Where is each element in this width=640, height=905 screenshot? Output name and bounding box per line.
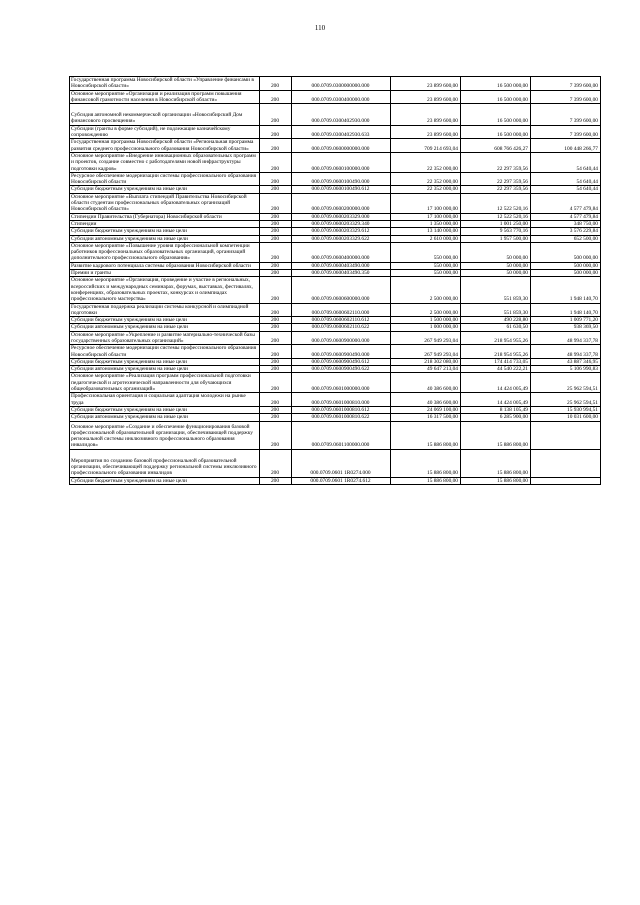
table-row <box>70 277 601 303</box>
row-executed-amount-cell: 608 766 426,27 <box>461 139 531 153</box>
row-unexecuted-amount-cell: 500 000,00 <box>531 262 601 269</box>
row-classification-cell: 000.0709.0600203329.612 <box>292 228 391 235</box>
table-row <box>70 139 601 153</box>
row-unexecuted-amount-cell: 25 962 594,51 <box>531 393 601 407</box>
row-name-cell: Основное мероприятие «Организация, проведение и участие в региональных, всероссийских и международных семинарах, форумах, выставках, фестивалях, конференциях, образовательных проектах, конкурсах и олимпиадах профессионального мастерства» <box>70 277 260 303</box>
row-classification-cell: 000.0709.0600100000.000 <box>292 152 391 172</box>
row-code-cell: 200 <box>260 172 292 186</box>
row-name-cell: Субсидии бюджетным учреждениям на иные цели <box>70 477 260 484</box>
row-classification-cell: 000.0709.0300000000.000 <box>292 77 391 91</box>
row-name-cell: Субсидии автономным учреждениям на иные цели <box>70 235 260 242</box>
row-approved-amount-cell: 267 949 293,04 <box>391 331 461 345</box>
row-code-cell: 200 <box>260 324 292 331</box>
row-approved-amount-cell: 40 386 600,00 <box>391 393 461 407</box>
row-executed-amount-cell: 15 886 800,00 <box>461 477 531 484</box>
table-row <box>70 414 601 421</box>
table-row <box>70 186 601 193</box>
budget-table-body <box>70 77 601 485</box>
row-approved-amount-cell: 550 000,00 <box>391 270 461 277</box>
row-code-cell: 200 <box>260 421 292 449</box>
table-row <box>70 172 601 186</box>
row-executed-amount-cell: 8 138 105,49 <box>461 406 531 413</box>
row-approved-amount-cell: 23 899 600,00 <box>391 77 461 91</box>
row-approved-amount-cell: 23 899 600,00 <box>391 104 461 126</box>
table-row <box>70 331 601 345</box>
row-executed-amount-cell: 14 424 005,49 <box>461 373 531 393</box>
row-executed-amount-cell: 1 957 500,00 <box>461 235 531 242</box>
row-code-cell: 200 <box>260 449 292 477</box>
row-unexecuted-amount-cell: 54 640,44 <box>531 186 601 193</box>
row-code-cell: 200 <box>260 139 292 153</box>
row-approved-amount-cell: 17 100 000,00 <box>391 193 461 213</box>
row-unexecuted-amount-cell: 7 399 600,00 <box>531 125 601 139</box>
row-executed-amount-cell: 16 500 000,00 <box>461 104 531 126</box>
row-classification-cell: 000.0709.0600900490.612 <box>292 358 391 365</box>
row-name-cell: Субсидии бюджетным учреждениям на иные цели <box>70 358 260 365</box>
row-unexecuted-amount-cell: 54 640,44 <box>531 152 601 172</box>
row-classification-cell: 000.0709.0300402930.633 <box>292 125 391 139</box>
row-code-cell: 200 <box>260 220 292 227</box>
row-classification-cell: 000.0709.0300402930.000 <box>292 104 391 126</box>
row-classification-cell: 000.0709.0601000810.612 <box>292 406 391 413</box>
row-classification-cell: 000.0709.0600602110.622 <box>292 324 391 331</box>
row-approved-amount-cell: 709 214 693,04 <box>391 139 461 153</box>
row-unexecuted-amount-cell: 43 887 346,95 <box>531 358 601 365</box>
row-unexecuted-amount-cell: 48 994 337,78 <box>531 345 601 359</box>
row-name-cell: Субсидия автономной некоммерческой организации «Новосибирский Дом финансового просвещения» <box>70 104 260 126</box>
row-name-cell: Стипендии Правительства (Губернатора) Новосибирской области <box>70 213 260 220</box>
row-executed-amount-cell: 12 522 520,16 <box>461 193 531 213</box>
row-classification-cell: 000.0709.0600403490.000 <box>292 262 391 269</box>
row-code-cell: 200 <box>260 317 292 324</box>
row-executed-amount-cell: 9 563 770,16 <box>461 228 531 235</box>
row-classification-cell: 000.0709.0601100000.000 <box>292 421 391 449</box>
row-approved-amount-cell: 550 000,00 <box>391 242 461 262</box>
row-approved-amount-cell: 1 350 000,00 <box>391 220 461 227</box>
table-row <box>70 317 601 324</box>
row-name-cell: Государственная программа Новосибирской области «Управление финансами в Новосибирской области» <box>70 77 260 91</box>
row-unexecuted-amount-cell: 48 994 337,78 <box>531 331 601 345</box>
table-row <box>70 213 601 220</box>
row-approved-amount-cell: 22 352 000,00 <box>391 186 461 193</box>
row-executed-amount-cell: 490 228,80 <box>461 317 531 324</box>
row-approved-amount-cell: 15 886 800,00 <box>391 477 461 484</box>
row-executed-amount-cell: 551 859,30 <box>461 277 531 303</box>
row-name-cell: Субсидии бюджетным учреждениям на иные цели <box>70 406 260 413</box>
row-code-cell: 200 <box>260 186 292 193</box>
row-unexecuted-amount-cell: 500 000,00 <box>531 270 601 277</box>
row-unexecuted-amount-cell: 25 962 594,51 <box>531 373 601 393</box>
row-approved-amount-cell: 1 500 000,00 <box>391 317 461 324</box>
table-row <box>70 125 601 139</box>
row-executed-amount-cell: 6 285 900,00 <box>461 414 531 421</box>
table-row <box>70 242 601 262</box>
row-classification-cell: 000.0709.0601 1R0274.000 <box>292 449 391 477</box>
row-approved-amount-cell: 22 352 000,00 <box>391 172 461 186</box>
row-approved-amount-cell: 2 500 000,00 <box>391 277 461 303</box>
row-unexecuted-amount-cell <box>531 449 601 477</box>
table-row <box>70 345 601 359</box>
row-code-cell: 200 <box>260 303 292 317</box>
row-classification-cell: 000.0709.0601 1R0274.612 <box>292 477 391 484</box>
row-executed-amount-cell: 12 522 520,16 <box>461 213 531 220</box>
row-approved-amount-cell: 13 140 000,00 <box>391 228 461 235</box>
row-classification-cell: 000.0709.0600203329.000 <box>292 213 391 220</box>
table-row <box>70 373 601 393</box>
row-approved-amount-cell: 17 100 000,00 <box>391 213 461 220</box>
table-row <box>70 303 601 317</box>
row-name-cell: Основное мероприятие «Укрепление и развитие материально-технической базы государственных образовательных организаций» <box>70 331 260 345</box>
row-unexecuted-amount-cell: 4 577 479,84 <box>531 213 601 220</box>
row-executed-amount-cell: 50 000,00 <box>461 242 531 262</box>
row-name-cell: Основное мероприятие «Внедрение инновационных образовательных программ и проектов, создание совместно с работодателями новой инфраструктуры подготовки кадров» <box>70 152 260 172</box>
row-code-cell: 200 <box>260 235 292 242</box>
row-unexecuted-amount-cell: 54 640,44 <box>531 172 601 186</box>
row-executed-amount-cell: 22 297 359,56 <box>461 152 531 172</box>
row-name-cell: Субсидии автономным учреждениям на иные цели <box>70 414 260 421</box>
table-row <box>70 421 601 449</box>
row-unexecuted-amount-cell: 4 577 479,84 <box>531 193 601 213</box>
row-approved-amount-cell: 15 886 800,00 <box>391 449 461 477</box>
row-approved-amount-cell: 2 610 000,00 <box>391 235 461 242</box>
row-executed-amount-cell: 61 630,50 <box>461 324 531 331</box>
row-name-cell: Субсидии бюджетным учреждениям на иные цели <box>70 186 260 193</box>
row-executed-amount-cell: 174 414 733,05 <box>461 358 531 365</box>
row-approved-amount-cell: 49 647 213,04 <box>391 366 461 373</box>
table-row <box>70 90 601 104</box>
row-classification-cell: 000.0709.0601000810.622 <box>292 414 391 421</box>
row-code-cell: 200 <box>260 104 292 126</box>
row-code-cell: 200 <box>260 358 292 365</box>
page-number: 110 <box>314 24 326 32</box>
row-code-cell: 200 <box>260 262 292 269</box>
row-approved-amount-cell: 2 500 000,00 <box>391 303 461 317</box>
row-code-cell: 200 <box>260 373 292 393</box>
row-executed-amount-cell: 15 886 800,00 <box>461 449 531 477</box>
row-classification-cell: 000.0709.0600100490.000 <box>292 172 391 186</box>
row-executed-amount-cell: 218 954 955,26 <box>461 331 531 345</box>
row-classification-cell: 000.0709.0600600000.000 <box>292 277 391 303</box>
table-row <box>70 270 601 277</box>
row-code-cell: 200 <box>260 193 292 213</box>
table-row <box>70 220 601 227</box>
row-code-cell: 200 <box>260 331 292 345</box>
row-code-cell: 200 <box>260 90 292 104</box>
row-classification-cell: 000.0709.0600900490.622 <box>292 366 391 373</box>
row-classification-cell: 000.0709.0600900000.000 <box>292 331 391 345</box>
row-name-cell: Субсидии автономным учреждениям на иные цели <box>70 366 260 373</box>
row-code-cell: 200 <box>260 414 292 421</box>
row-unexecuted-amount-cell: 1 009 771,20 <box>531 317 601 324</box>
row-code-cell: 200 <box>260 270 292 277</box>
row-approved-amount-cell: 16 317 500,00 <box>391 414 461 421</box>
row-name-cell: Основное мероприятие «Выплата стипендий Правительства Новосибирской области студентам профессиональных образовательных организаций Новосибирской области» <box>70 193 260 213</box>
row-executed-amount-cell: 50 000,00 <box>461 270 531 277</box>
row-classification-cell: 000.0709.0600900490.000 <box>292 345 391 359</box>
table-row <box>70 393 601 407</box>
row-name-cell: Мероприятия по созданию базовой профессиональной образовательной организации, обеспечивающей поддержку региональной системы инклюзивного профессионального образования инвалидов <box>70 449 260 477</box>
row-unexecuted-amount-cell: 1 948 140,70 <box>531 277 601 303</box>
row-code-cell: 200 <box>260 213 292 220</box>
row-name-cell: Основное мероприятие «Реализация программ профессиональной подготовки педагогической и агротехнической направленности для обучающихся общеобразовательных организаций» <box>70 373 260 393</box>
row-approved-amount-cell: 23 899 600,00 <box>391 90 461 104</box>
row-approved-amount-cell: 550 000,00 <box>391 262 461 269</box>
table-row <box>70 193 601 213</box>
row-unexecuted-amount-cell: 15 930 994,51 <box>531 406 601 413</box>
row-classification-cell: 000.0709.0600602110.612 <box>292 317 391 324</box>
table-row <box>70 324 601 331</box>
row-executed-amount-cell: 16 500 000,00 <box>461 125 531 139</box>
row-classification-cell: 000.0709.0600000000.000 <box>292 139 391 153</box>
row-classification-cell: 000.0709.0600100490.612 <box>292 186 391 193</box>
row-classification-cell: 000.0709.0600203329.340 <box>292 220 391 227</box>
row-classification-cell: 000.0709.0601000000.000 <box>292 373 391 393</box>
row-classification-cell: 000.0709.0600400000.000 <box>292 242 391 262</box>
row-code-cell: 200 <box>260 366 292 373</box>
row-approved-amount-cell: 40 386 600,00 <box>391 373 461 393</box>
row-name-cell: Развитие кадрового потенциала системы образования Новосибирской области <box>70 262 260 269</box>
table-row <box>70 262 601 269</box>
row-approved-amount-cell: 1 000 000,00 <box>391 324 461 331</box>
row-approved-amount-cell: 24 069 100,00 <box>391 406 461 413</box>
row-approved-amount-cell: 218 302 080,00 <box>391 358 461 365</box>
row-name-cell: Стипендии <box>70 220 260 227</box>
table-row <box>70 235 601 242</box>
row-unexecuted-amount-cell: 7 399 600,00 <box>531 77 601 91</box>
row-executed-amount-cell: 22 297 359,56 <box>461 172 531 186</box>
row-code-cell: 200 <box>260 477 292 484</box>
row-unexecuted-amount-cell: 7 399 600,00 <box>531 90 601 104</box>
row-unexecuted-amount-cell: 500 000,00 <box>531 242 601 262</box>
row-name-cell: Субсидии автономным учреждениям на иные цели <box>70 324 260 331</box>
row-classification-cell: 000.0709.0600602110.000 <box>292 303 391 317</box>
row-executed-amount-cell: 16 500 000,00 <box>461 90 531 104</box>
table-row <box>70 77 601 91</box>
row-code-cell: 200 <box>260 406 292 413</box>
row-classification-cell: 000.0709.0300400000.000 <box>292 90 391 104</box>
table-row <box>70 366 601 373</box>
row-unexecuted-amount-cell: 3 576 229,84 <box>531 228 601 235</box>
table-row <box>70 358 601 365</box>
row-executed-amount-cell: 551 859,30 <box>461 303 531 317</box>
row-code-cell: 200 <box>260 393 292 407</box>
row-code-cell: 200 <box>260 152 292 172</box>
row-name-cell: Субсидии бюджетным учреждениям на иные цели <box>70 317 260 324</box>
row-executed-amount-cell: 50 000,00 <box>461 262 531 269</box>
row-approved-amount-cell: 23 899 600,00 <box>391 125 461 139</box>
row-unexecuted-amount-cell: 938 369,50 <box>531 324 601 331</box>
row-name-cell: Ресурсное обеспечение модернизации системы профессионального образования Новосибирской области <box>70 172 260 186</box>
row-unexecuted-amount-cell <box>531 421 601 449</box>
row-approved-amount-cell: 267 949 293,04 <box>391 345 461 359</box>
row-name-cell: Государственная поддержка реализации системы конкурсной и олимпиадной подготовки <box>70 303 260 317</box>
row-name-cell: Основное мероприятие «Создание и обеспечение функционирования базовой профессиональной образовательной организации, обеспечивающей поддержку региональной системы инклюзивного профессионального образования инвалидов» <box>70 421 260 449</box>
row-unexecuted-amount-cell <box>531 477 601 484</box>
row-code-cell: 200 <box>260 228 292 235</box>
row-name-cell: Субсидии (гранты в форме субсидий), не подлежащие казначейскому сопровождению <box>70 125 260 139</box>
row-code-cell: 200 <box>260 242 292 262</box>
table-row <box>70 152 601 172</box>
row-classification-cell: 000.0709.0600200000.000 <box>292 193 391 213</box>
row-classification-cell: 000.0709.0600203329.622 <box>292 235 391 242</box>
row-unexecuted-amount-cell: 1 948 140,70 <box>531 303 601 317</box>
table-row <box>70 449 601 477</box>
row-name-cell: Субсидии бюджетным учреждениям на иные цели <box>70 228 260 235</box>
row-executed-amount-cell: 14 424 005,49 <box>461 393 531 407</box>
row-classification-cell: 000.0709.0601000810.000 <box>292 393 391 407</box>
table-row <box>70 228 601 235</box>
row-unexecuted-amount-cell: 7 399 600,00 <box>531 104 601 126</box>
row-classification-cell: 000.0709.0600403490.350 <box>292 270 391 277</box>
row-executed-amount-cell: 218 954 955,26 <box>461 345 531 359</box>
budget-table <box>69 76 601 485</box>
row-code-cell: 200 <box>260 77 292 91</box>
row-approved-amount-cell: 22 352 000,00 <box>391 152 461 172</box>
row-code-cell: 200 <box>260 345 292 359</box>
row-name-cell: Основное мероприятие «Организация и реализация программ повышения финансовой грамотности населения в Новосибирской области» <box>70 90 260 104</box>
row-unexecuted-amount-cell: 10 031 600,00 <box>531 414 601 421</box>
row-executed-amount-cell: 22 297 359,56 <box>461 186 531 193</box>
row-unexecuted-amount-cell: 348 750,00 <box>531 220 601 227</box>
row-name-cell: Профессиональная ориентация и социальная адаптация молодежи на рынке труда <box>70 393 260 407</box>
row-name-cell: Основное мероприятие «Повышение уровня профессиональной компетенции работников профессиональных образовательных организаций, организаций дополнительного профессионального образования» <box>70 242 260 262</box>
table-row <box>70 406 601 413</box>
row-name-cell: Государственная программа Новосибирской области «Региональная программа развития среднего профессионального образования Новосибирской области» <box>70 139 260 153</box>
table-row <box>70 477 601 484</box>
row-code-cell: 200 <box>260 277 292 303</box>
row-approved-amount-cell: 15 886 800,00 <box>391 421 461 449</box>
row-unexecuted-amount-cell: 100 448 266,77 <box>531 139 601 153</box>
row-code-cell: 200 <box>260 125 292 139</box>
row-executed-amount-cell: 15 886 800,00 <box>461 421 531 449</box>
row-name-cell: Ресурсное обеспечение модернизации системы профессионального образования Новосибирской области <box>70 345 260 359</box>
row-name-cell: Премии и гранты <box>70 270 260 277</box>
row-executed-amount-cell: 1 001 250,00 <box>461 220 531 227</box>
row-unexecuted-amount-cell: 5 106 990,83 <box>531 366 601 373</box>
row-unexecuted-amount-cell: 652 500,00 <box>531 235 601 242</box>
row-executed-amount-cell: 44 540 222,21 <box>461 366 531 373</box>
table-row <box>70 104 601 126</box>
row-executed-amount-cell: 16 500 000,00 <box>461 77 531 91</box>
